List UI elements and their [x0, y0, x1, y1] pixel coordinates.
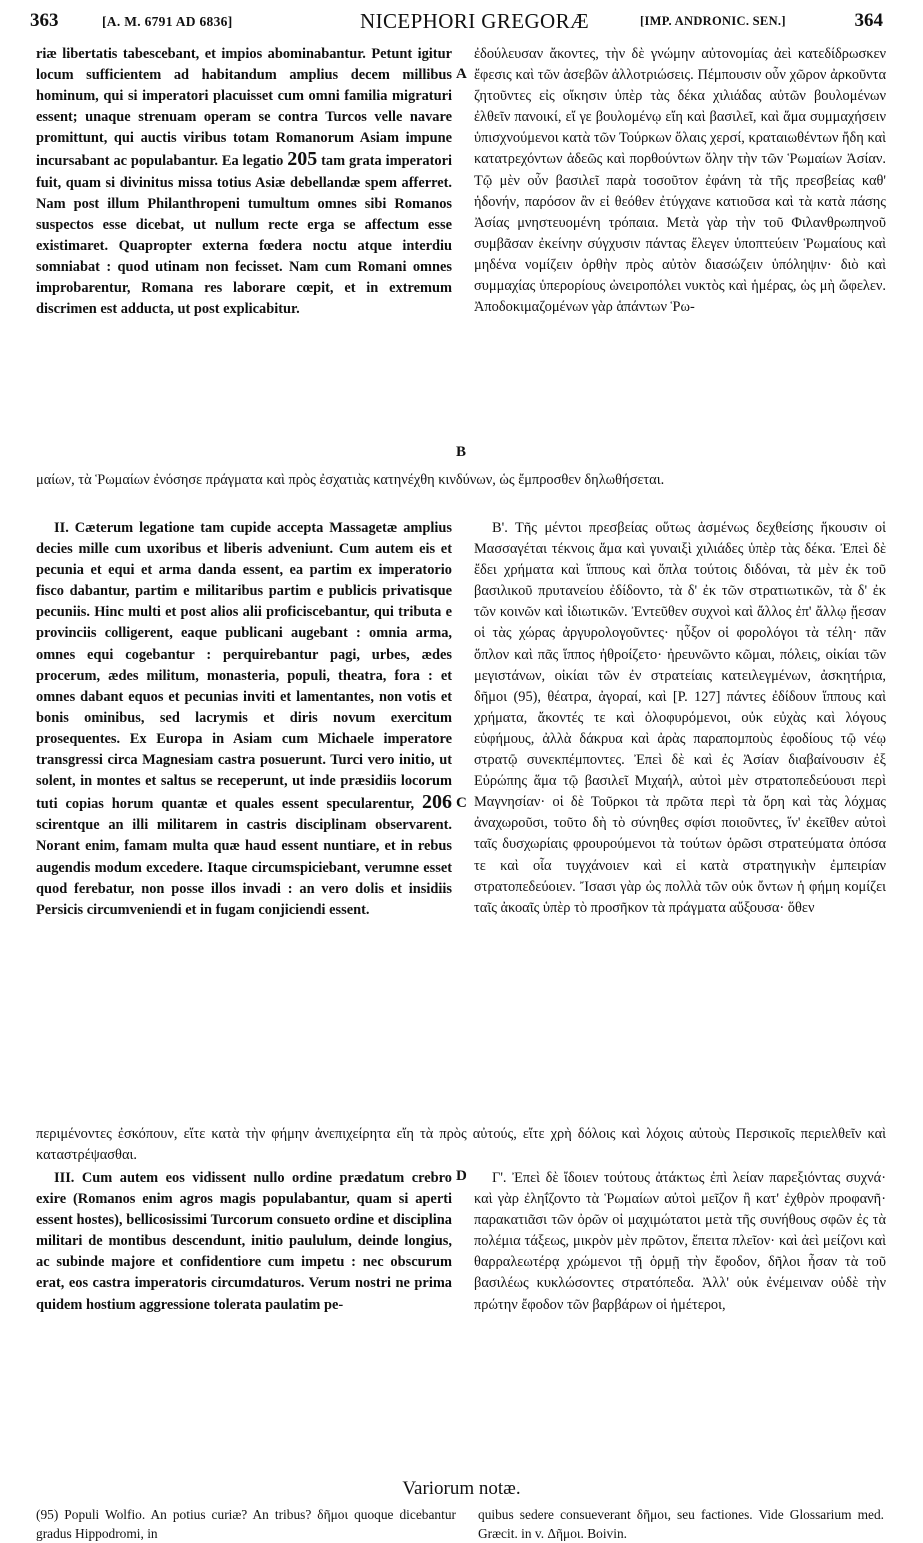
greek-section-2: Β'. Τῆς μέντοι πρεσβείας οὕτως ἀσμένως δεχθείσης ἥκουσιν οἱ Μασσαγέται τέκνοις ἅμα καὶ γυναιξὶ χιλιάδες ὑπὲρ τὰς δέκα. Ἐπεὶ δὲ ἔδει χρήματα καὶ ἵππους καὶ ὅπλα τούτοις διδόναι, τὰ μὲν ἐκ τοῦ βασιλικοῦ πρυτανείου ἐδίδοντο, τὰ δ' ἐκ τῶν στρατιωτικῶν, τὰ δ' ἐκ τῶν κοινῶν καὶ ἰδιωτικῶν. Ἐντεῦθεν συχνοὶ καὶ ἄλλος ἐπ' ἄλλῳ ᾔεσαν οἱ τὰς χώρας ἀργυρολογοῦντες· ηὖξον οἱ φορολόγοι τὰ τέλη· πᾶν ὅπλον καὶ πᾶς ἵππος ἠθροίζετο· ἠρευνῶντο κῶμαι, πόλεις, οἰκίαι τῶν μεγιστάνων, οἰκίαι τῶν ἐν στρατείαις κατειλεγμένων, ἀσκητήρια, δῆμοι (95), θέατρα, ἀγοραί, καὶ [P. 127] πάντες ἐδίδουν ἵππους καὶ χρήματα, ἄκοντές τε καὶ ὀλοφυρόμενοι, οὐκ εὐχὰς καὶ λόγους εὐφήμους, ἀλλὰ δάκρυα καὶ ἀρὰς παραπομποὺς ἐφοδίους τῷ νέῳ στρατῷ συνεκπέμποντες. Ἐπεὶ δὲ καὶ ἐς Ἀσίαν διαβαίνουσιν ἐξ Εὐρώπης ἅμα τῷ βασιλεῖ Μιχαήλ, αὐτοὶ μὲν στρατοπεδεύουσι περὶ Μαγνησίαν· οἱ δὲ Τοῦρκοι τὰ πρῶτα περὶ τὰ ὄρη καὶ τὰς λόχμας ἀναχωροῦσι, τοῦτο δὴ τὸ σύνηθες σφίσι ποιοῦντες, ἵν' ἐκεῖθεν αὐτοὶ ταῖς δυσχωρίαις φρουρούμενοι τὰ τούτων ὁρῶσι στρατεύματα ὁπόσα τε καὶ οἷα τυγχάνοιεν καὶ εἰ κατὰ στρατηγικὴν ἐμπειρίαν στρατοπεδεύοιεν. Ἴσασι γὰρ ὡς πολλὰ τῶν οὐκ ὄντων ἡ φήμη κομίζει ταῖς ἀκοαῖς ὑπὲρ τὸ προσῆκον τὰ πράγματα αὔξουσα· ὅθεν [474, 520, 886, 916]
footnote-right: quibus sedere consueverant δῆμοι, seu factiones. Vide Glossarium med. Græcit. in v. Δῆμοι. Boivin. [478, 1507, 884, 1541]
page-number-left: 363 [30, 10, 59, 31]
column-number: 206 [421, 791, 452, 814]
greek-continuation-2: περιμένοντες ἐσκόπουν, εἴτε κατὰ τὴν φήμην ἀνεπιχείρητα εἴη τὰ πρὸς αὐτούς, εἴτε χρὴ δόλοις καὶ λόχοις αὐτοὺς Περσικοῖς περιελθεῖν καὶ καταστρέψασθαι. [36, 1126, 886, 1164]
footnote-left: (95) Populi Wolfio. An potius curiæ? An tribus? δῆμοι quoque dicebantur gradus Hippodromi, in [36, 1507, 456, 1541]
margin-letter-d: D [456, 1168, 467, 1184]
page-header [30, 8, 883, 38]
latin-text: riæ libertatis tabescebant, et impios abominabantur. Petunt igitur locum sufficientem ad habitandum amplius decem millibus hominum, qui si imperatori placuisset cum omni familia migraturi essent; unaque strenuam operam se contra Turcos velle navare promittunt, qui auctis viribus totam Romanorum Asiam impune incursabant ac populabantur. Ea legatio [36, 46, 452, 170]
latin-text: II. Cæterum legatione tam cupide accepta Massagetæ amplius decies mille cum uxoribus et liberis adveniunt. Cum autem eis et pecunia et equi et arma danda essent, ea partim ex imperatorio fisco dabantur, partim e militaribus partim e publicis privatisque pecuniis. Hinc multi et post alios alii proficiscebantur, qui tributa e provinciis colligerent, eaque publicani augebant : omnia arma, omnes equi cogebantur : perquirebantur pagi, urbes, ædes procerum, ædes militum, monasteria, populi, theatra, fora : et omnes dabant equos et pecunias inviti et lamentantes, non votis et bonis ominibus, sed lacrymis et diris novum exercitum prosequentes. Ex Europa in Asiam cum Michaele imperatore transgressi circa Magnesiam castra posuerunt. Turci vero initio, ut solent, in montes et saltus se receperunt, ut inde præsidiis locorum tuti copias horum quantæ et quales essent specularentur, [36, 520, 452, 813]
running-title: NICEPHORI GREGORÆ [360, 9, 590, 33]
column-number: 205 [287, 148, 318, 171]
greek-section-1: ἐδούλευσαν ἄκοντες, τὴν δὲ γνώμην αὐτονομίας ἀεὶ κατεδίδρωσκεν ἔφεσις καὶ τῶν ἀσεβῶν ἀλλοτριώσεις. Πέμπουσιν οὖν χῶρον ἀρκοῦντα ζητοῦντες εἰς οἴκησιν ὑπὲρ τὰς δέκα χιλιάδας αὐτῶν βουλομένων ἐλθεῖν πανοικί, εἴ γε βουλομένῳ εἴη καὶ βασιλεῖ, καὶ ἅμα συμμαχήσειν ὑπισχνούμενοι κατὰ τῶν Τούρκων ὅλαις χερσί, κραταιωθέντων ἤδη καὶ κατατρεχόντων ἀδεῶς καὶ πορθούντων ὅλην τὴν τῶν Ῥωμαίων Ἀσίαν. Τῷ μὲν οὖν βασιλεῖ παρὰ τοσοῦτον ἐφάνη τὰ τῆς πρεσβείας καθ' ἡδονήν, παρόσον ἂν εἰ θεόθεν ἐτύγχανε κατιοῦσα καὶ τὰ κατὰ πάσης Ἀσίας μνηστευομένη τρόπαια. Μετὰ γὰρ τὴν τοῦ Φιλανθρωπηνοῦ συμβᾶσαν ἐκείνην σύγχυσιν πάντας ἔλεγεν ὑποπτεύειν Ῥωμαίους καὶ μηδένα νομίζειν ὀρθὴν πρὸς αὐτὸν διασώζειν ὑπόληψιν· διὸ καὶ συμμαχίας ὑπερορίους ὠνειροπόλει νυκτὸς καὶ ἡμέρας, ὡς μὴ ὤφελεν. Ἀποδοκιμαζομένων γὰρ ἁπάντων Ῥω- [474, 46, 886, 316]
date-left: [A. M. 6791 AD 6836] [102, 14, 233, 29]
margin-letter-c: C [456, 795, 467, 811]
latin-text: tam grata imperatori fuit, quam si divinitus missa totius Asiæ debellandæ spem afferret. Nam post illum Philanthropeni tumultum omnes sibi Romanos suspectos esse dicebat, ut nullum recte erga se affectum esse existimaret. Quapropter externa fœdera noctu atque interdiu somniabat : quod utinam non fecisset. Nam cum Romani omnes improbarentur, Romana res laborare cœpit, et in extremum discrimen est adducta, ut post explicabitur. [36, 153, 452, 318]
greek-continuation-1: μαίων, τὰ Ῥωμαίων ἐνόσησε πράγματα καὶ πρὸς ἐσχατιὰς κατηνέχθη κινδύνων, ὡς ἔμπροσθεν δηλωθήσεται. [36, 472, 665, 488]
margin-letter-b: B [456, 444, 467, 460]
date-right: [IMP. ANDRONIC. SEN.] [640, 14, 786, 28]
greek-section-3: Γ'. Ἐπεὶ δὲ ἴδοιεν τούτους ἀτάκτως ἐπὶ λείαν παρεξιόντας συχνά· καὶ γὰρ ἐληΐζοντο τὰ Ῥωμαίων αὐτοὶ μεῖζον ἢ κατ' ἐχθρὸν προφανῆ· παρακατιᾶσι τῶν ὀρῶν οἱ μαχιμώτατοι μετὰ τῆς συνήθους σφῶν ἐς τὰ πολέμια τάξεως, μικρὸν μὲν πρῶτον, ἔπειτα πλεῖον· καὶ ἀεὶ μείζονι καὶ θαρραλεωτέρᾳ χρώμενοι τῇ ὁρμῇ τὴν ἔφοδον, δῆλοι ἦσαν τὰ τοῦ βασιλέως κυκλώσοντες στρατόπεδα. Ἀλλ' οὐκ ἐνέμειναν οὐδὲ τὴν πρώτην ἔφοδον τῶν βαρβάρων οἱ ἡμέτεροι, [474, 1170, 886, 1313]
latin-section-1 [36, 44, 452, 320]
latin-section-2 [36, 518, 452, 921]
latin-section-3: III. Cum autem eos vidissent nullo ordine prædatum crebro exire (Romanos enim agros magis populabantur, quam si aperti essent hostes), bellicosissimi Turcorum consueto ordine et disciplina militari de montibus descendunt, initio paululum, deinde longius, ac subinde majore et confidentiore cum impetu : nec obscurum erat, eos castra imperatoris circumdaturos. Verum nostri ne prima quidem hostium aggressione tolerata paulatim pe- [36, 1170, 452, 1313]
margin-letter-a: A [456, 66, 467, 82]
latin-text: scirentque an illi militarem in castris disciplinam observarent. Norant enim, famam multa quæ haud essent nuntiare, et in rebus augendis modum excedere. Itaque circumspiciebant, verumne esset quod ferebatur, non posse illos invadi : an vero dolis et insidiis Persicis circumveniendi et in fugam conjiciendi essent. [36, 817, 452, 918]
notes-title: Variorum notæ. [402, 1478, 521, 1499]
page-number-right: 364 [854, 10, 883, 31]
